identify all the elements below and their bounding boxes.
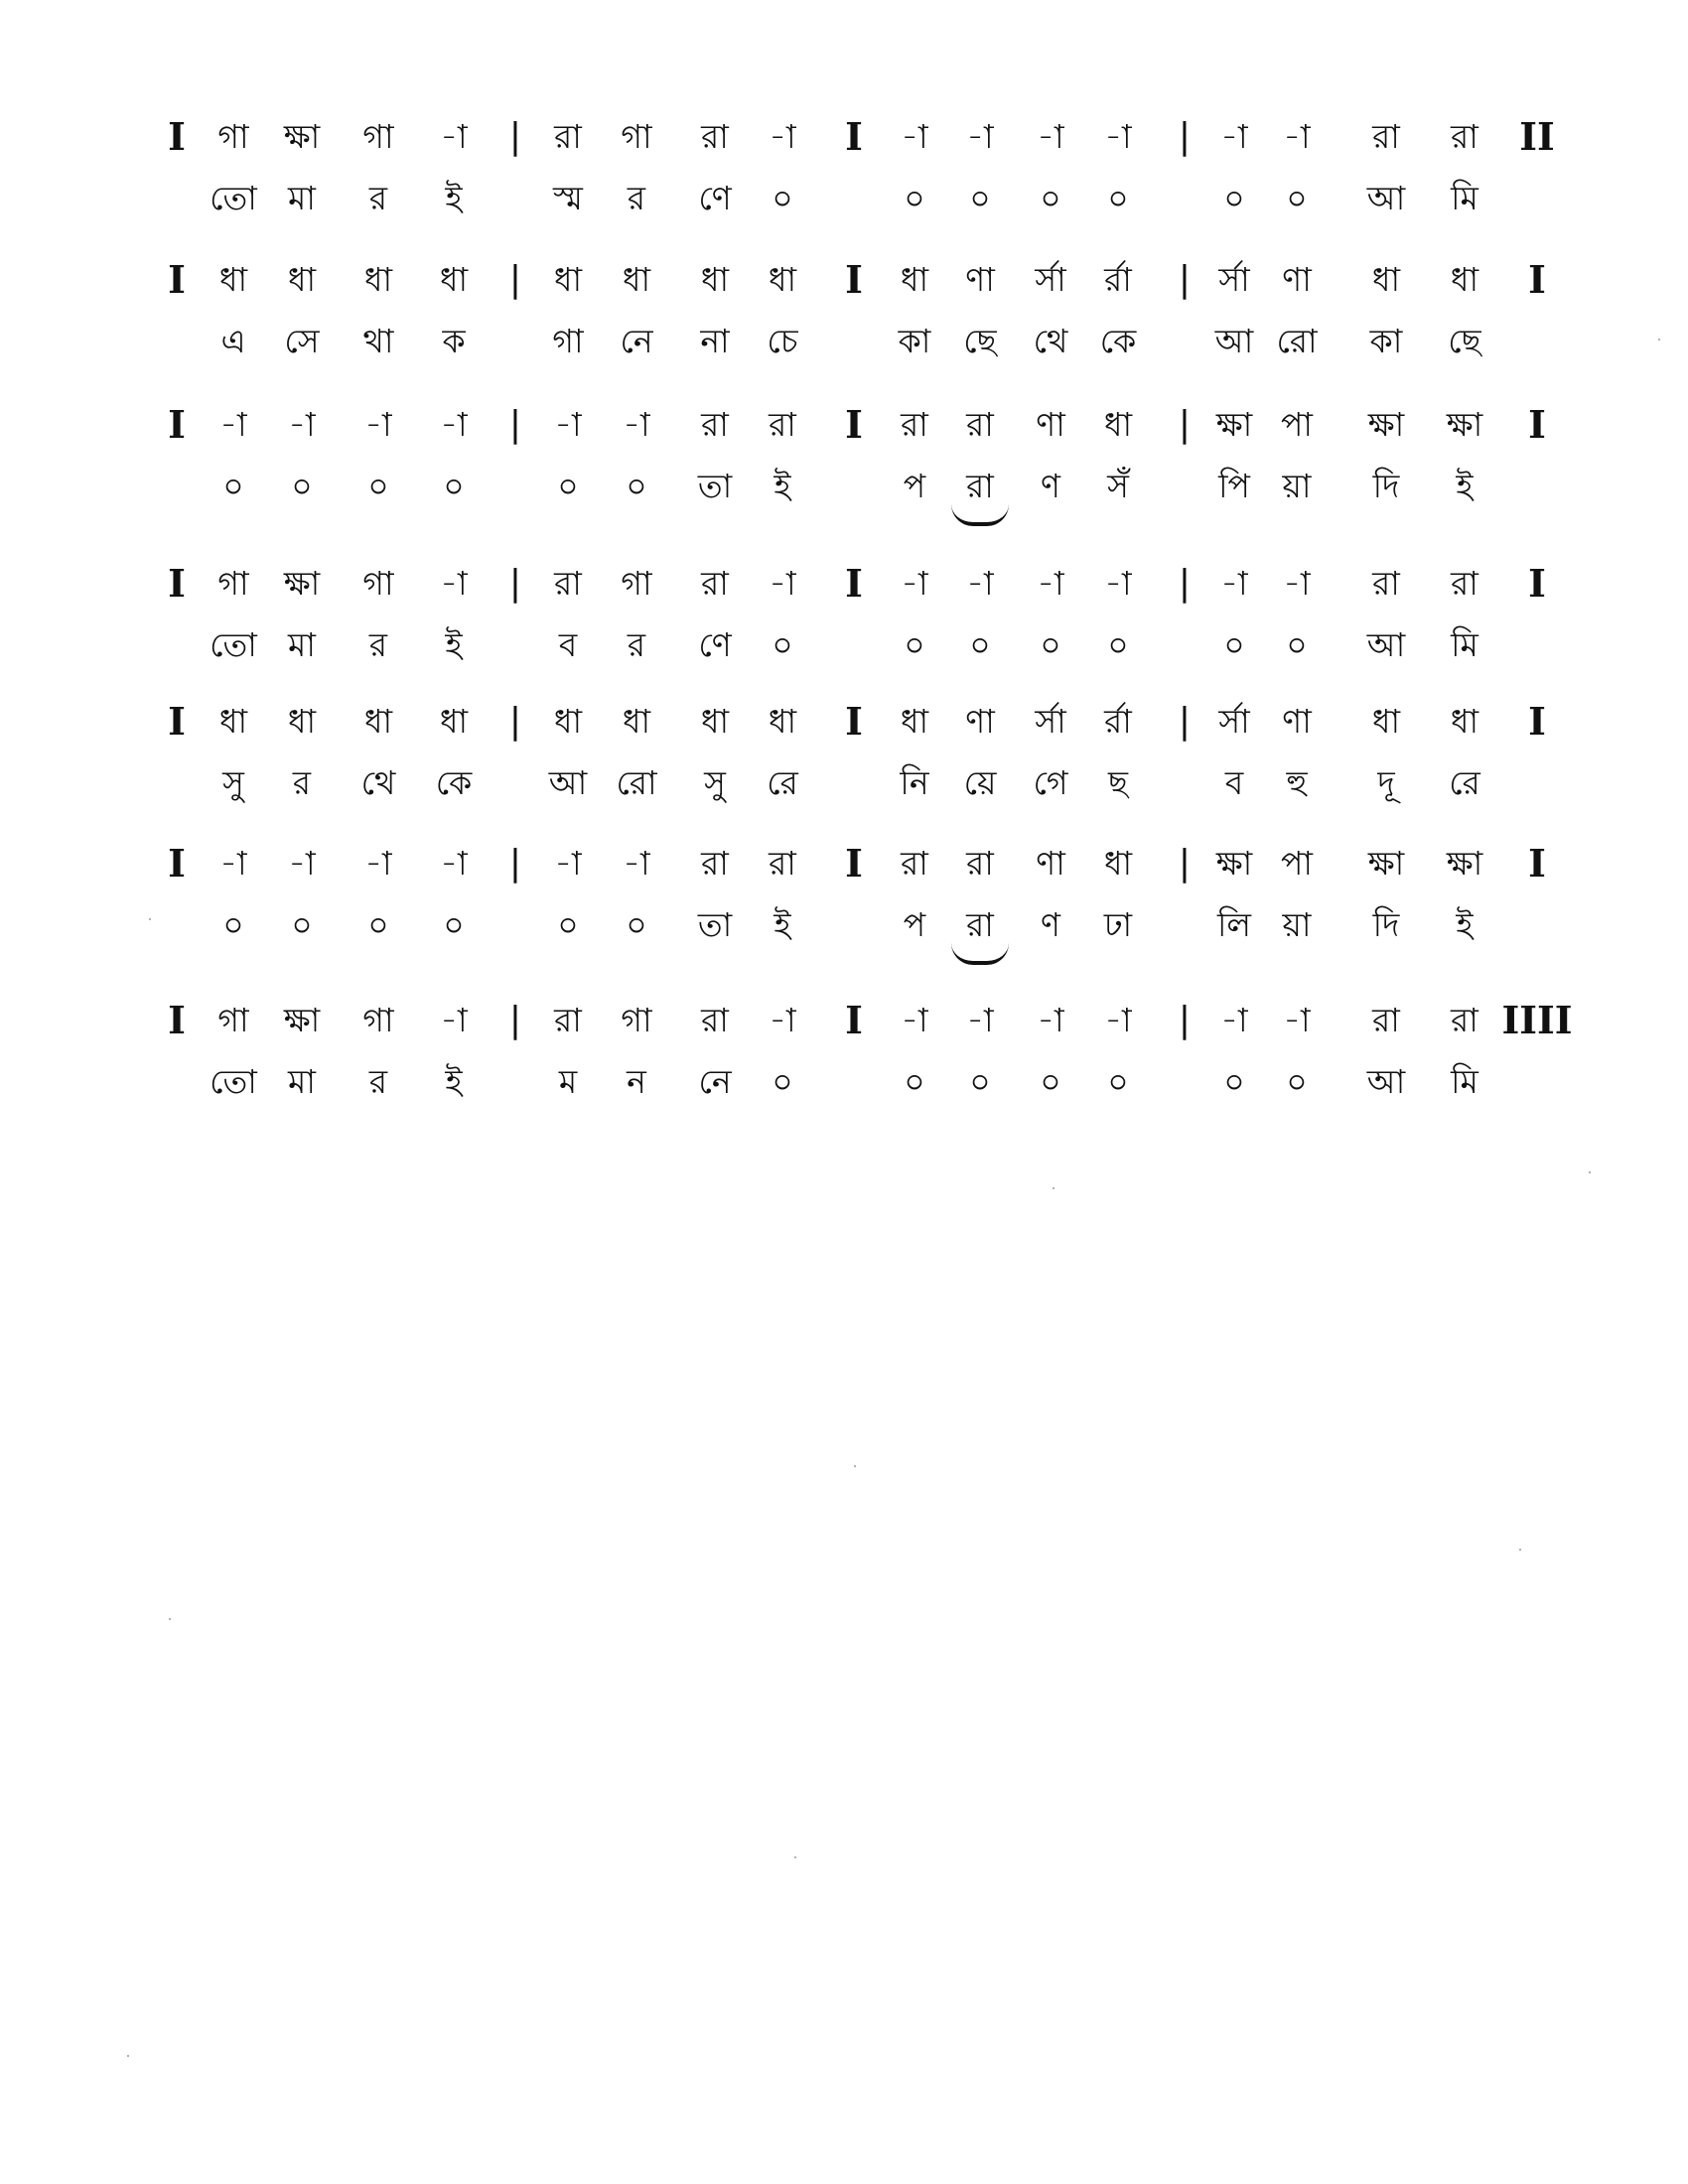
lyric-syllable: নে: [620, 322, 653, 360]
lyric-syllable: ০: [557, 467, 579, 505]
notation-line-3: [0, 395, 1688, 455]
bar-symbol: I: [845, 402, 863, 447]
lyric-syllable: ই: [445, 625, 463, 664]
swara-note: -া: [1037, 564, 1064, 603]
scan-speck: [1658, 339, 1660, 341]
lyric-syllable: ০: [904, 179, 925, 217]
lyric-syllable: র: [368, 179, 388, 217]
lyric-syllable: র: [368, 1062, 388, 1101]
swara-note: ক্ষা: [283, 117, 321, 156]
swara-note: রা: [554, 1001, 582, 1039]
divider: |: [1178, 563, 1192, 604]
lyric-syllable: সু: [704, 763, 726, 802]
bar-symbol: II: [1519, 114, 1555, 159]
swara-note: -া: [219, 844, 247, 883]
lyric-line-5: [0, 753, 1688, 813]
swara-note: ধা: [218, 260, 248, 299]
swara-note: -া: [440, 1001, 468, 1039]
swara-note: ধা: [1371, 702, 1401, 741]
swara-note: -া: [440, 844, 468, 883]
lyric-syllable: র: [627, 625, 646, 664]
lyric-syllable: ছে: [1448, 322, 1481, 360]
swara-note: ক্ষা: [283, 564, 321, 603]
swara-note: ধা: [1103, 405, 1133, 444]
bar-symbol: I: [845, 841, 863, 886]
divider: |: [508, 843, 522, 884]
bar-symbol: I: [845, 561, 863, 606]
lyric-syllable: ০: [1223, 1062, 1245, 1101]
lyric-syllable: ০: [367, 905, 389, 944]
lyric-syllable: লি: [1216, 905, 1252, 944]
bar-symbol: I: [168, 699, 186, 744]
lyric-syllable: তা: [697, 467, 733, 505]
swara-note: ক্ষা: [1215, 844, 1253, 883]
notation-line-6: [0, 834, 1688, 893]
swara-note: -া: [288, 844, 316, 883]
scan-speck: [149, 918, 151, 920]
swara-note: রা: [769, 844, 796, 883]
swara-note: রা: [701, 844, 729, 883]
lyric-syllable: ০: [222, 467, 244, 505]
lyric-syllable: রো: [616, 763, 657, 802]
lyric-syllable: ছ: [1108, 763, 1128, 802]
lyric-syllable: ই: [1456, 467, 1474, 505]
swara-note: -া: [440, 405, 468, 444]
lyric-syllable: ণে: [698, 625, 732, 664]
lyric-syllable: নে: [698, 1062, 732, 1101]
scan-speck: [127, 2055, 129, 2057]
swara-note: ধা: [1371, 260, 1401, 299]
swara-note: রা: [701, 405, 729, 444]
scan-speck: [1053, 1187, 1055, 1189]
lyric-syllable: ই: [774, 467, 791, 505]
divider: |: [508, 404, 522, 445]
lyric-syllable: য়া: [1282, 905, 1312, 944]
swara-note: ধা: [287, 702, 317, 741]
lyric-syllable: ০: [904, 625, 925, 664]
lyric-syllable: আ: [548, 763, 588, 802]
swara-note: -া: [1104, 1001, 1132, 1039]
lyric-syllable: ০: [772, 625, 793, 664]
lyric-syllable: ০: [291, 467, 313, 505]
swara-note: রা: [1451, 117, 1478, 156]
bar-symbol: I: [168, 998, 186, 1042]
lyric-syllable: আ: [1214, 322, 1254, 360]
lyric-syllable: ০: [222, 905, 244, 944]
lyric-syllable: ০: [1040, 625, 1061, 664]
bar-symbol: I: [168, 402, 186, 447]
swara-note: -া: [966, 564, 994, 603]
lyric-syllable: দূ: [1377, 763, 1395, 802]
lyric-syllable: তো: [210, 1062, 257, 1101]
lyric-syllable: মি: [1451, 1062, 1478, 1101]
swara-note: ণা: [1282, 702, 1312, 741]
swara-note: -া: [769, 564, 796, 603]
swara-note: রা: [1372, 1001, 1400, 1039]
bar-symbol: IIII: [1501, 998, 1573, 1042]
lyric-syllable: স্ম: [553, 179, 583, 217]
lyric-syllable: পি: [1218, 467, 1250, 505]
swara-note: পা: [1281, 405, 1313, 444]
lyric-syllable: ই: [774, 905, 791, 944]
swara-note: ধা: [218, 702, 248, 741]
swara-note: রা: [901, 405, 928, 444]
swara-note: -া: [440, 564, 468, 603]
lyric-syllable: ঢা: [1103, 905, 1133, 944]
lyric-syllable: তো: [210, 179, 257, 217]
lyric-syllable: য়া: [1282, 467, 1312, 505]
divider: |: [1178, 843, 1192, 884]
swara-note: গা: [362, 564, 394, 603]
swara-note: -া: [623, 405, 650, 444]
slur-mark: [951, 504, 1009, 526]
swara-note: রা: [1451, 1001, 1478, 1039]
lyric-syllable: তা: [697, 905, 733, 944]
lyric-syllable: ০: [969, 179, 991, 217]
swara-note: -া: [1283, 117, 1311, 156]
lyric-syllable: এ: [220, 322, 246, 360]
swara-note: ণা: [1036, 405, 1065, 444]
notation-line-2: [0, 250, 1688, 310]
swara-note: রা: [554, 117, 582, 156]
swara-note: -া: [554, 844, 582, 883]
divider: |: [1178, 116, 1192, 157]
lyric-syllable: তো: [210, 625, 257, 664]
notation-line-5: [0, 692, 1688, 751]
swara-note: -া: [1220, 564, 1248, 603]
scan-speck: [1519, 1549, 1521, 1551]
swara-note: র্সা: [1035, 260, 1066, 299]
swara-note: ক্ষা: [1215, 405, 1253, 444]
lyric-syllable: ০: [443, 905, 465, 944]
lyric-syllable: ০: [443, 467, 465, 505]
lyric-syllable: মা: [288, 179, 316, 217]
swara-note: ধা: [700, 260, 730, 299]
lyric-line-4: [0, 615, 1688, 675]
swara-note: ণা: [965, 260, 995, 299]
swara-note: -া: [440, 117, 468, 156]
lyric-syllable: মা: [288, 1062, 316, 1101]
lyric-syllable: র: [292, 763, 312, 802]
swara-note: রা: [701, 1001, 729, 1039]
swara-note: -া: [288, 405, 316, 444]
lyric-syllable: ণে: [698, 179, 732, 217]
scan-speck: [854, 1465, 856, 1467]
swara-note: রা: [769, 405, 796, 444]
lyric-syllable: র: [627, 179, 646, 217]
lyric-syllable: ০: [772, 1062, 793, 1101]
divider: |: [508, 259, 522, 300]
swara-note: গা: [362, 117, 394, 156]
lyric-syllable: ই: [1456, 905, 1474, 944]
swara-note: ধা: [900, 260, 929, 299]
lyric-syllable: ০: [1107, 179, 1129, 217]
swara-note: ধা: [363, 702, 393, 741]
lyric-syllable: রো: [1276, 322, 1318, 360]
lyric-syllable: গা: [552, 322, 584, 360]
bar-symbol: I: [845, 257, 863, 302]
lyric-syllable: সে: [284, 322, 320, 360]
lyric-syllable: থা: [362, 322, 394, 360]
swara-note: ধা: [622, 702, 651, 741]
swara-note: র্সা: [1218, 702, 1250, 741]
swara-note: গা: [217, 1001, 249, 1039]
lyric-syllable: ছে: [963, 322, 997, 360]
lyric-syllable: কা: [1369, 322, 1403, 360]
lyric-syllable: ০: [1286, 179, 1308, 217]
divider: |: [508, 701, 522, 742]
swara-note: গা: [217, 564, 249, 603]
swara-note: রা: [701, 117, 729, 156]
divider: |: [1178, 701, 1192, 742]
swara-note: গা: [621, 1001, 652, 1039]
swara-note: রা: [966, 405, 994, 444]
swara-note: -া: [1283, 1001, 1311, 1039]
bar-symbol: I: [1528, 561, 1546, 606]
swara-note: ধা: [622, 260, 651, 299]
swara-note: রা: [1372, 564, 1400, 603]
swara-note: রা: [1451, 564, 1478, 603]
bar-symbol: I: [168, 257, 186, 302]
swara-note: রা: [1372, 117, 1400, 156]
swara-note: -া: [623, 844, 650, 883]
lyric-line-7: [0, 1052, 1688, 1112]
swara-note: ণা: [1036, 844, 1065, 883]
swara-note: -া: [1037, 117, 1064, 156]
lyric-syllable: চে: [767, 322, 798, 360]
swara-note: ক্ষা: [1446, 405, 1483, 444]
swara-note: ক্ষা: [1367, 405, 1405, 444]
lyric-syllable: ০: [1286, 1062, 1308, 1101]
lyric-syllable: ০: [626, 905, 647, 944]
bar-symbol: I: [168, 841, 186, 886]
swara-note: পা: [1281, 844, 1313, 883]
swara-note: ণা: [965, 702, 995, 741]
swara-note: -া: [1220, 117, 1248, 156]
scan-speck: [794, 1856, 796, 1858]
lyric-syllable: প: [903, 905, 926, 944]
swara-note: ধা: [700, 702, 730, 741]
scan-speck: [169, 1618, 171, 1620]
lyric-syllable: ০: [1040, 179, 1061, 217]
swara-note: -া: [966, 1001, 994, 1039]
lyric-syllable: প: [903, 467, 926, 505]
lyric-syllable: থে: [1033, 322, 1068, 360]
lyric-syllable: গে: [1033, 763, 1068, 802]
lyric-syllable: সু: [222, 763, 244, 802]
swara-note: ধা: [900, 702, 929, 741]
lyric-syllable: রে: [767, 763, 798, 802]
swara-note: গা: [362, 1001, 394, 1039]
lyric-syllable: দি: [1372, 905, 1400, 944]
swara-note: -া: [1220, 1001, 1248, 1039]
bar-symbol: I: [845, 998, 863, 1042]
swara-note: গা: [621, 117, 652, 156]
swara-note: র্রা: [1104, 702, 1132, 741]
lyric-syllable: ০: [1223, 179, 1245, 217]
lyric-syllable: ০: [1223, 625, 1245, 664]
lyric-syllable: ব: [1224, 763, 1244, 802]
swara-note: -া: [1283, 564, 1311, 603]
lyric-syllable: মা: [288, 625, 316, 664]
divider: |: [1178, 259, 1192, 300]
lyric-syllable: ম: [558, 1062, 578, 1101]
swara-note: র্সা: [1218, 260, 1250, 299]
slur-mark: [951, 943, 1009, 965]
lyric-syllable: ই: [445, 1062, 463, 1101]
swara-note: -া: [364, 844, 392, 883]
lyric-syllable: কা: [898, 322, 931, 360]
swara-note: -া: [901, 1001, 928, 1039]
lyric-line-1: [0, 169, 1688, 228]
bar-symbol: I: [168, 561, 186, 606]
lyric-syllable: ০: [291, 905, 313, 944]
divider: |: [1178, 404, 1192, 445]
lyric-line-3: [0, 457, 1688, 516]
lyric-syllable: মি: [1451, 179, 1478, 217]
bar-symbol: I: [1528, 402, 1546, 447]
swara-note: -া: [901, 564, 928, 603]
lyric-syllable: রা: [966, 467, 994, 505]
swara-note: ধা: [1103, 844, 1133, 883]
lyric-syllable: না: [700, 322, 730, 360]
divider: |: [508, 563, 522, 604]
swara-note: ধা: [439, 702, 469, 741]
lyric-syllable: ০: [557, 905, 579, 944]
lyric-syllable: রা: [966, 905, 994, 944]
lyric-syllable: ব: [558, 625, 578, 664]
lyric-syllable: আ: [1366, 1062, 1406, 1101]
notation-line-4: [0, 554, 1688, 614]
divider: |: [1178, 1000, 1192, 1040]
divider: |: [508, 116, 522, 157]
lyric-syllable: ০: [1107, 1062, 1129, 1101]
swara-note: রা: [901, 844, 928, 883]
lyric-line-2: [0, 312, 1688, 371]
lyric-syllable: ণ: [1041, 467, 1060, 505]
swara-note: গা: [217, 117, 249, 156]
lyric-syllable: মি: [1451, 625, 1478, 664]
divider: |: [508, 1000, 522, 1040]
swara-note: -া: [769, 117, 796, 156]
bar-symbol: I: [1528, 841, 1546, 886]
swara-note: র্সা: [1035, 702, 1066, 741]
swara-note: -া: [219, 405, 247, 444]
lyric-syllable: রে: [1449, 763, 1480, 802]
lyric-line-6: [0, 895, 1688, 955]
bar-symbol: I: [845, 114, 863, 159]
lyric-syllable: ই: [445, 179, 463, 217]
lyric-syllable: ০: [772, 179, 793, 217]
swara-note: -া: [769, 1001, 796, 1039]
swara-note: -া: [1104, 117, 1132, 156]
bar-symbol: I: [168, 114, 186, 159]
lyric-syllable: ০: [969, 625, 991, 664]
lyric-syllable: কে: [435, 763, 473, 802]
swara-note: ক্ষা: [1446, 844, 1483, 883]
lyric-syllable: ন: [627, 1062, 646, 1101]
swara-note: ক্ষা: [1367, 844, 1405, 883]
swara-note: ধা: [439, 260, 469, 299]
lyric-syllable: ক: [442, 322, 466, 360]
swara-note: ধা: [287, 260, 317, 299]
lyric-syllable: আ: [1366, 625, 1406, 664]
lyric-syllable: নি: [900, 763, 929, 802]
swara-note: -া: [966, 117, 994, 156]
swara-note: ধা: [768, 702, 797, 741]
lyric-syllable: ০: [367, 467, 389, 505]
bar-symbol: I: [1528, 699, 1546, 744]
notation-line-7: [0, 991, 1688, 1050]
swara-note: ক্ষা: [283, 1001, 321, 1039]
lyric-syllable: সঁ: [1107, 467, 1129, 505]
bar-symbol: I: [1528, 257, 1546, 302]
swara-note: ধা: [1450, 260, 1479, 299]
swara-note: ধা: [363, 260, 393, 299]
lyric-syllable: হু: [1286, 763, 1308, 802]
lyric-syllable: ণ: [1041, 905, 1060, 944]
swara-note: রা: [554, 564, 582, 603]
swara-note: -া: [364, 405, 392, 444]
notation-line-1: [0, 107, 1688, 167]
lyric-syllable: থে: [360, 763, 396, 802]
lyric-syllable: ০: [626, 467, 647, 505]
lyric-syllable: ০: [904, 1062, 925, 1101]
swara-note: ধা: [553, 260, 583, 299]
swara-note: ধা: [768, 260, 797, 299]
bar-symbol: I: [845, 699, 863, 744]
swara-note: গা: [621, 564, 652, 603]
lyric-syllable: র: [368, 625, 388, 664]
lyric-syllable: ০: [1040, 1062, 1061, 1101]
swara-note: রা: [701, 564, 729, 603]
swara-note: ণা: [1282, 260, 1312, 299]
swara-note: -া: [901, 117, 928, 156]
lyric-syllable: কে: [1099, 322, 1137, 360]
lyric-syllable: ০: [1107, 625, 1129, 664]
lyric-syllable: য়ে: [963, 763, 997, 802]
swara-note: -া: [554, 405, 582, 444]
swara-note: রা: [966, 844, 994, 883]
swara-note: ধা: [1450, 702, 1479, 741]
scan-speck: [1589, 1171, 1591, 1173]
lyric-syllable: দি: [1372, 467, 1400, 505]
swara-note: -া: [1104, 564, 1132, 603]
lyric-syllable: আ: [1366, 179, 1406, 217]
lyric-syllable: ০: [969, 1062, 991, 1101]
swara-note: -া: [1037, 1001, 1064, 1039]
swara-note: ধা: [553, 702, 583, 741]
lyric-syllable: ০: [1286, 625, 1308, 664]
swara-note: র্রা: [1104, 260, 1132, 299]
